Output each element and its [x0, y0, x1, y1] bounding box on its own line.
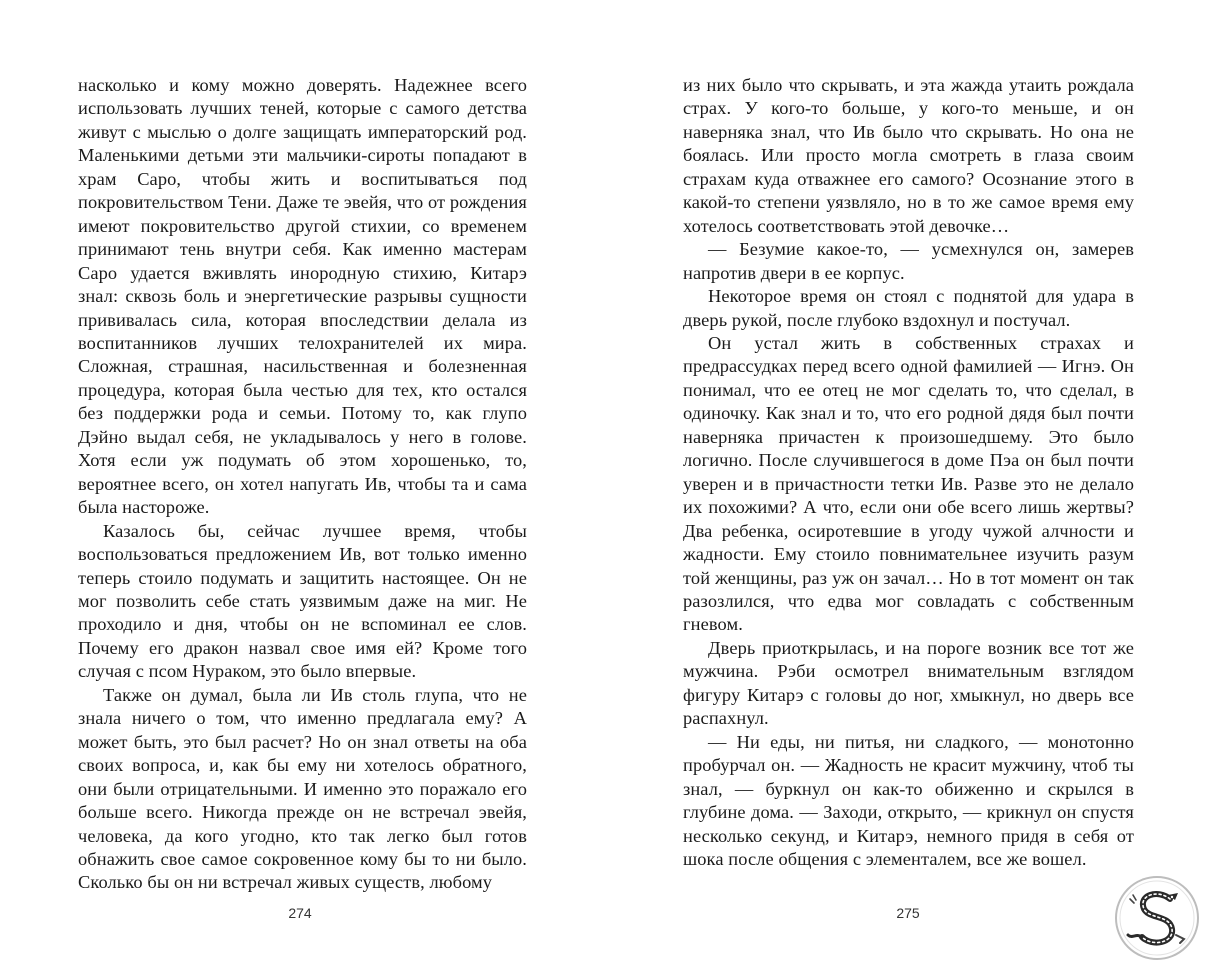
left-page-text: [78, 74, 527, 895]
page-number: 275: [896, 905, 920, 921]
paragraph: — Безумие какое-то, — усмехнулся он, замерев напротив двери в ее корпус.: [683, 239, 1134, 283]
paragraph: Казалось бы, сейчас лучшее время, чтобы воспользоваться предложением Ив, вот только именно теперь стоило подумать и защитить настоящее. Он не мог позволить себе стать уязвимым даже на миг. Не проходило и дня, чтобы он не вспоминал ее слов. Почему его дракон назвал свое имя ей? Кроме того случая с псом Нураком, это было впервые.: [78, 520, 527, 682]
paragraph: насколько и кому можно доверять. Надежнее всего использовать лучших теней, которые с самого детства живут с мыслью о долге защищать императорский род. Маленькими детьми эти мальчики-сироты попадают в храм Саро, чтобы жить и воспитываться под покровительством Тени. Даже те эвейя, что от рождения имеют покровительство другой стихии, со временем принимают тень внутри себя. Как именно мастерам Саро удается вживлять инородную стихию, Китарэ знал: сквозь боль и энергетические разрывы сущности прививалась сила, которая впоследствии делала из воспитанников лучших телохранителей их мира. Сложная, страшная, насильственная и болезненная процедура, которая была честью для тех, кто остался без поддержки рода и семьи. Потому то, как глупо Дэйно выдал себя, не укладывалось у него в голове. Хотя если уж подумать об этом хорошенько, то, вероятнее всего, он хотел напугать Ив, чтобы та и сама была настороже.: [78, 75, 527, 518]
serpent-dragon-emblem-icon: [1112, 873, 1202, 963]
paragraph: Дверь приоткрылась, и на пороге возник все тот же мужчина. Рэби осмотрел внимательным взглядом фигуру Китарэ с головы до ног, хмыкнул, но дверь все распахнул.: [683, 637, 1134, 729]
paragraph: — Ни еды, ни питья, ни сладкого, — монотонно пробурчал он. — Жадность не красит мужчину, чтоб ты знал, — буркнул он как-то обиженно и скрылся в глубине дома. — Заходи, открыто, — крикнул он спустя несколько секунд, и Китарэ, немного придя в себя от шока после общения с элементалем, все же вошел.: [683, 731, 1134, 869]
paragraph: Он устал жить в собственных страхах и предрассудках перед всего одной фамилией — Игнэ. Он понимал, что ее отец не мог сделать то, что сделал, в одиночку. Как знал и то, что его родной дядя был почти наверняка причастен к произошедшему. Это было логично. После случившегося в доме Пэа он был почти уверен и в причастности тетки Ив. Разве это не делало их похожими? А что, если они обе всего лишь жертвы? Два ребенка, осиротевшие в угоду чужой алчности и жадности. Ему стоило повнимательнее изучить разум той женщины, раз уж он зачал… Но в тот момент он так разозлился, что едва мог совладать с собственным гневом.: [683, 332, 1134, 635]
right-page: [607, 0, 1214, 971]
paragraph: Также он думал, была ли Ив столь глупа, что не знала ничего о том, что именно предлагала ему? А может быть, это был расчет? Но он знал ответы на оба своих вопроса, и, как бы ему ни хотелось обратного, они были отрицательными. И именно это поражало его больше всего. Никогда прежде он не встречал эвейя, человека, да кого угодно, кто так легко был готов обнажить свое самое сокровенное кому бы то ни было. Сколько бы он ни встречал живых существ, любому: [78, 684, 527, 893]
page-number: 274: [288, 905, 312, 921]
paragraph: Некоторое время он стоял с поднятой для удара в дверь рукой, после глубоко вздохнул и постучал.: [683, 286, 1134, 330]
paragraph: из них было что скрывать, и эта жажда утаить рождала страх. У кого-то больше, у кого-то меньше, и он наверняка знал, что Ив было что скрывать. Но она не боялась. Или просто могла смотреть в глаза своим страхам куда отважнее его самого? Осознание этого в какой-то степени уязвляло, но в то же самое время ему хотелось соответствовать этой девочке…: [683, 75, 1134, 236]
right-page-text: [683, 74, 1134, 871]
